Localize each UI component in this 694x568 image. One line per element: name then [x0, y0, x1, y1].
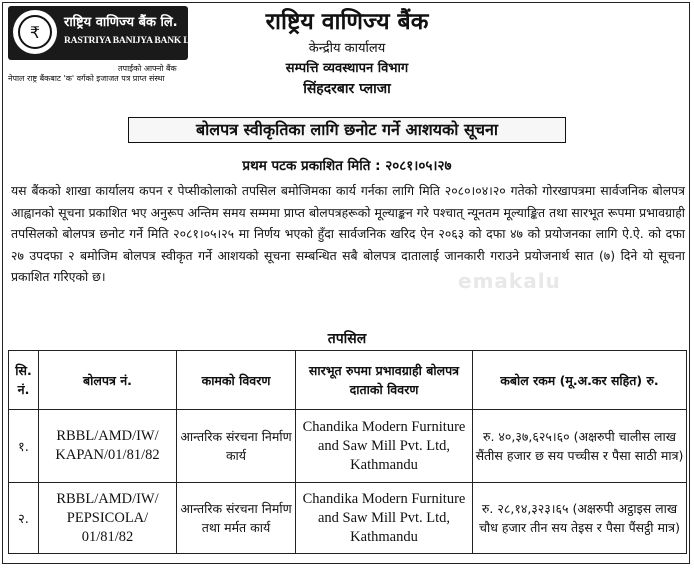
table-row: [9, 410, 687, 483]
row-amount: रु. २८,१४,३२३।६५ (अक्षरुपी अट्ठाइस लाख चौध हजार तीन सय तेइस र पैसा पैंसट्ठी मात्र): [473, 483, 687, 554]
notice-title: बोलपत्र स्वीकृतिका लागि छनोट गर्ने आशयको सूचना: [128, 117, 566, 143]
logo-name-nepali: राष्ट्रिय वाणिज्य बैंक लि.: [64, 15, 178, 30]
department-name: सम्पत्ति व्यवस्थापन विभाग: [285, 61, 409, 76]
publication-date: प्रथम पटक प्रकाशित मिति : २०८१।०५।२७: [242, 158, 452, 174]
notice-body: यस बैंकको शाखा कार्यालय कपन र पेप्सीकोलाको तपसिल बमोजिमका कार्य गर्नका लागि मिति २०८०।०४।२० गतेको गोरखापत्रमा सार्वजनिक बोलपत्र आह्वानको सूचना प्रकाशित भए अनुरूप अन्तिम समय सम्ममा प्राप्त बोलपत्रहरूको मूल्याङ्कन गरे पश्चात् न्यूनतम मूल्याङ्कित तथा सारभूत रूपमा प्रभावग्राही तपसिलको बोलपत्र छनोट गर्ने मिति २०८१।०५।२५ मा निर्णय भएको हुँदा सार्वजनिक खरिद ऐन २०६३ को दफा ४७ को प्रयोजनका लागि ऐ.ऐ. को दफा २७ उपदफा २ बमोजिम बोलपत्र स्वीकृत गर्ने आशयको सूचना सम्बन्धित सबै बोलपत्र दातालाई जानकारी गराउने प्रयोजनार्थ सात (७) दिने यो सूचना प्रकाशित गरिएको छ।: [11, 183, 685, 284]
table-row: [9, 483, 687, 554]
logo-slogan: तपाईंको आफ्नो बैंक: [118, 64, 177, 73]
col-amount: कबोल रकम (मू.अ.कर सहित) रु.: [473, 351, 687, 410]
row-bid-no: RBBL/AMD/IW/ KAPAN/01/81/82: [39, 410, 177, 483]
col-sn: सि. नं.: [9, 351, 39, 410]
col-bid-no: बोलपत्र नं.: [39, 351, 177, 410]
logo-name-english: RASTRIYA BANIJYA BANK LTD.: [64, 36, 204, 46]
row-sn: २.: [9, 483, 39, 554]
row-amount: रु. ४०,३७,६२५।६० (अक्षरुपी चालीस लाख सैंतीस हजार छ सय पच्चीस र पैसा साठी मात्र): [473, 410, 687, 483]
license-note: नेपाल राष्ट्र बैंकबाट 'क' वर्गको इजाजत पत्र प्राप्त संस्था: [8, 74, 165, 83]
bank-name: राष्ट्रिय वाणिज्य बैंक: [265, 9, 429, 35]
row-bid-no: RBBL/AMD/IW/ PEPSICOLA/ 01/81/82: [39, 483, 177, 554]
bid-table: [8, 350, 687, 554]
col-work: कामको विवरण: [177, 351, 296, 410]
row-work: आन्तरिक संरचना निर्माण कार्य: [177, 410, 296, 483]
table-header-row: [9, 351, 687, 410]
row-vendor: Chandika Modern Furniture and Saw Mill Pvt. Ltd, Kathmandu: [296, 410, 473, 483]
row-vendor: Chandika Modern Furniture and Saw Mill Pvt. Ltd, Kathmandu: [296, 483, 473, 554]
bank-emblem-icon: ₹: [13, 10, 57, 54]
row-work: आन्तरिक संरचना निर्माण तथा मर्मत कार्य: [177, 483, 296, 554]
office-name: केन्द्रीय कार्यालय: [308, 41, 386, 56]
watermark: emakalu: [458, 269, 561, 293]
row-sn: १.: [9, 410, 39, 483]
table-heading: तपसिल: [327, 331, 367, 347]
col-vendor: सारभूत रुपमा प्रभावग्राही बोलपत्र दाताको विवरण: [296, 351, 473, 410]
location-name: सिंहदरबार प्लाजा: [303, 81, 391, 97]
